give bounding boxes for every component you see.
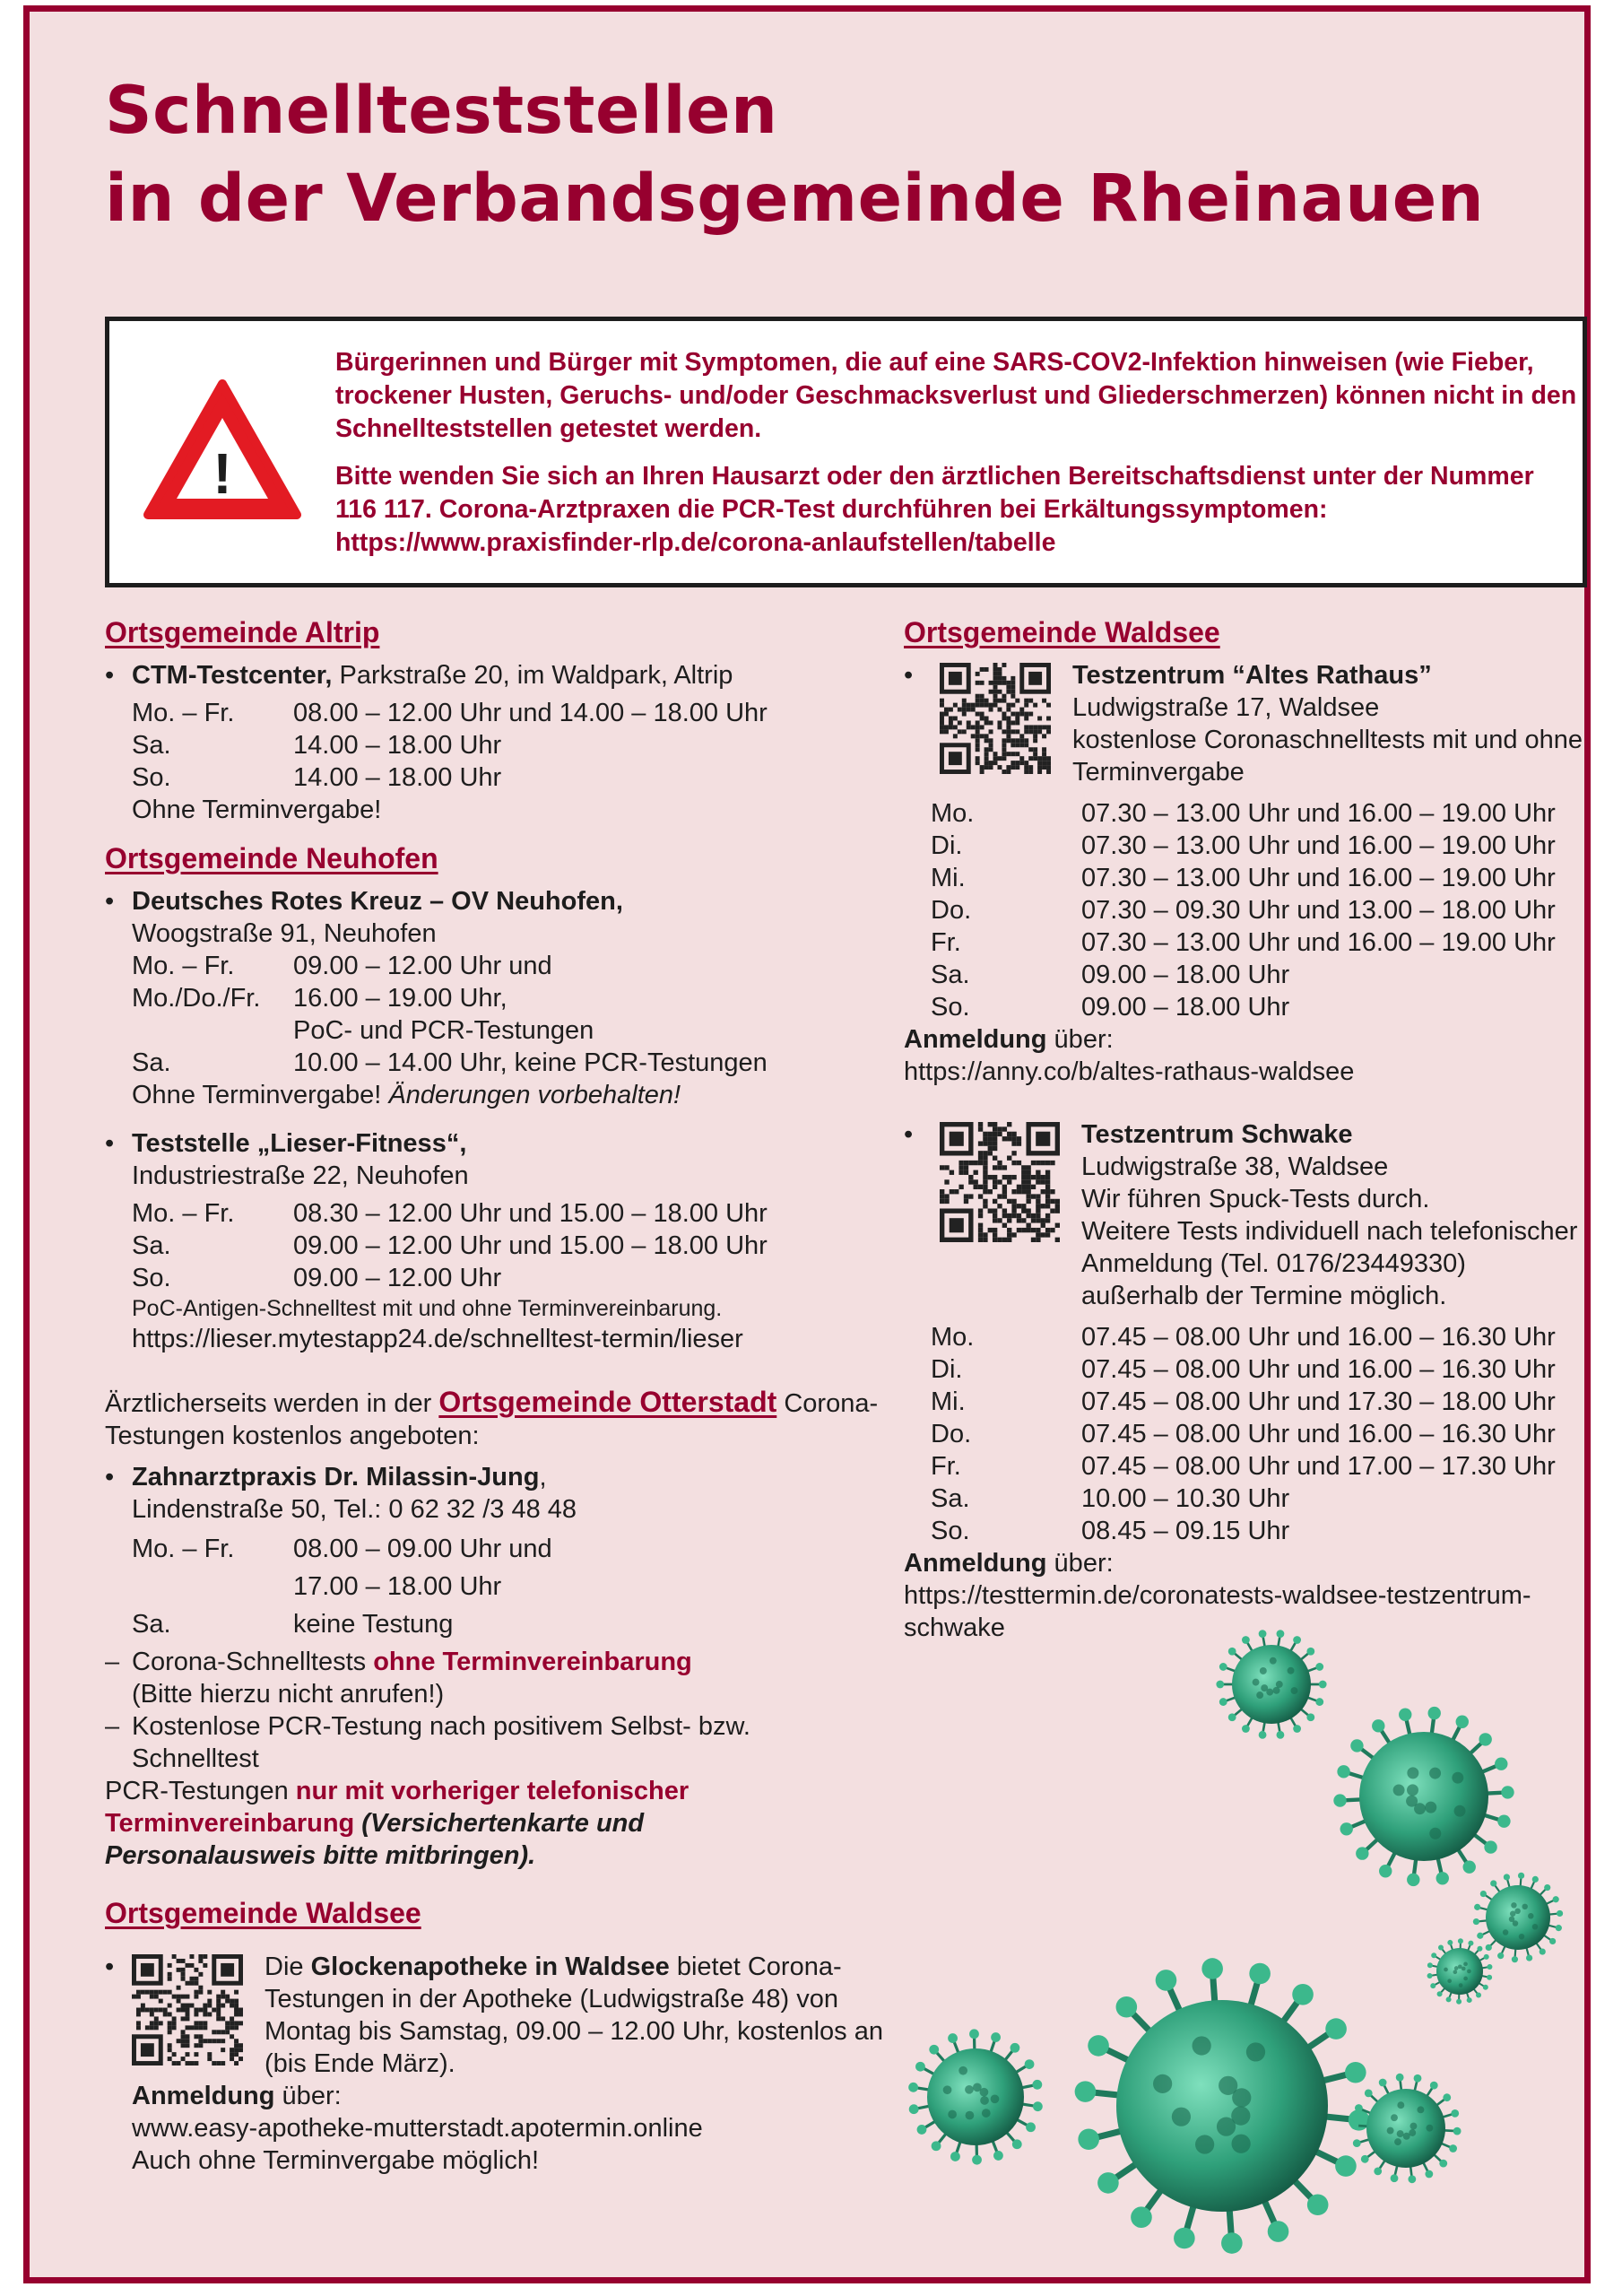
hours-time: 17.00 – 18.00 Uhr: [293, 1572, 502, 1601]
apotheke-note: Auch ohne Terminvergabe möglich!: [132, 2146, 540, 2175]
schwake-desc1: Wir führen Spuck-Tests durch.: [1081, 1185, 1430, 1213]
drk-hours: [132, 950, 894, 1079]
dash: –: [105, 1712, 120, 1741]
bullet: •: [105, 1129, 115, 1158]
lieser-hours: [132, 1197, 894, 1294]
bullet: •: [904, 1120, 914, 1149]
title-line-2: in der Verbandsgemeinde Rheinauen: [105, 161, 1485, 237]
hours-time: 08.00 – 09.00 Uhr und: [293, 1535, 552, 1563]
pcr-pre: PCR-Testungen: [105, 1777, 296, 1805]
hours-day: So.: [931, 1517, 970, 1545]
entry-altes-rathaus: [904, 659, 1585, 788]
hours-time: 07.45 – 08.00 Uhr und 17.00 – 17.30 Uhr: [1081, 1452, 1556, 1481]
entry-lieser-fitness: [105, 1127, 894, 1355]
hours-time: 07.30 – 13.00 Uhr und 16.00 – 19.00 Uhr: [1081, 864, 1556, 892]
pcr-italic: (Versichertenkarte und Personalausweis bitte mitbringen).: [105, 1809, 645, 1870]
title-line-1: Schnellteststellen: [105, 73, 778, 149]
dash: –: [105, 1648, 120, 1676]
hours-day: Mo. – Fr.: [132, 952, 235, 980]
otterstadt-d1-post: (Bitte hierzu nicht anrufen!): [132, 1680, 445, 1709]
bullet: •: [105, 661, 115, 690]
drk-note-italic: Änderungen vorbehalten!: [381, 1081, 681, 1109]
warning-triangle-icon: [141, 375, 304, 526]
drk-name: Deutsches Rotes Kreuz – OV Neuhofen,: [132, 887, 623, 916]
hours-time: 08.00 – 12.00 Uhr und 14.00 – 18.00 Uhr: [293, 699, 768, 727]
drk-address: Woogstraße 91, Neuhofen: [132, 919, 437, 948]
apotheke-url[interactable]: www.easy-apotheke-mutterstadt.apotermin.online: [132, 2114, 703, 2143]
warning-text: [335, 346, 1577, 574]
page-title: [105, 67, 1484, 243]
virus-icon: [1350, 2074, 1461, 2183]
hours-day: So.: [931, 993, 970, 1022]
hours-day: Fr.: [931, 928, 961, 957]
hours-time: 09.00 – 12.00 Uhr und: [293, 952, 552, 980]
hours-day: Sa.: [931, 961, 970, 989]
bullet: •: [904, 661, 914, 690]
hours-day: [132, 1014, 293, 1047]
virus-icon: [1427, 1938, 1493, 2005]
hours-time: 07.30 – 13.00 Uhr und 16.00 – 19.00 Uhr: [1081, 928, 1556, 957]
apotheke-anmeldung-label: Anmeldung: [132, 2082, 275, 2110]
apotheke-text-post: bietet Corona-Testungen in der Apotheke (Ludwigstraße 48) von Montag bis Samstag, 09.00 – 12.00 Uhr, kostenlos an (bis Ende März).: [265, 1952, 883, 2078]
apotheke-ueber: über:: [274, 2082, 342, 2110]
warning-exclamation: !: [213, 441, 232, 506]
schwake-url[interactable]: https://testtermin.de/coronatests-waldsee-testzentrum-schwake: [904, 1581, 1531, 1642]
zahnarzt-hours: [132, 1533, 894, 1640]
hours-day: Do.: [931, 896, 972, 925]
ctm-name: CTM-Testcenter,: [132, 661, 333, 690]
hours-time: 10.00 – 14.00 Uhr, keine PCR-Testungen: [293, 1048, 768, 1077]
schwake-ueber: über:: [1046, 1549, 1114, 1578]
heading-otterstadt: Ortsgemeinde Otterstadt: [438, 1386, 777, 1418]
heading-waldsee-right: Ortsgemeinde Waldsee: [904, 616, 1220, 648]
virus-icon: [1075, 1958, 1370, 2254]
otterstadt-dash-2: [105, 1710, 894, 1775]
hours-day: Di.: [931, 831, 963, 860]
entry-zahnarzt: [105, 1461, 894, 1640]
hours-day: Sa.: [132, 1048, 171, 1077]
hours-time: 07.45 – 08.00 Uhr und 16.00 – 16.30 Uhr: [1081, 1323, 1556, 1352]
lieser-note: PoC-Antigen-Schnelltest mit und ohne Terminvereinbarung.: [132, 1296, 723, 1321]
ctm-hours: [132, 697, 894, 794]
virus-icon: [1333, 1707, 1514, 1886]
rathaus-name: Testzentrum “Altes Rathaus”: [1072, 661, 1432, 690]
hours-day: [132, 1570, 293, 1603]
entry-ctm-testcenter: [105, 659, 894, 826]
hours-day: Mi.: [931, 1387, 966, 1416]
hours-day: Mo. – Fr.: [132, 1535, 235, 1563]
qr-code-icon[interactable]: [940, 1122, 1060, 1242]
schwake-desc2: Weitere Tests individuell nach telefonischer Anmeldung (Tel. 0176/23449330) außerhalb der Termine möglich.: [1081, 1217, 1578, 1310]
apotheke-name: Glockenapotheke in Waldsee: [310, 1952, 670, 1981]
qr-code-icon[interactable]: [940, 663, 1051, 774]
entry-drk-neuhofen: [105, 885, 894, 1111]
hours-day: Mo. – Fr.: [132, 1199, 235, 1228]
virus-icon: [1216, 1630, 1326, 1738]
rathaus-anmeldung-label: Anmeldung: [904, 1025, 1047, 1054]
apotheke-text-pre: Die: [265, 1952, 311, 1981]
hours-time: 09.00 – 18.00 Uhr: [1081, 961, 1290, 989]
rathaus-ueber: über:: [1046, 1025, 1114, 1054]
hours-time: 07.45 – 08.00 Uhr und 17.30 – 18.00 Uhr: [1081, 1387, 1556, 1416]
bullet: •: [105, 887, 115, 916]
rathaus-address: Ludwigstraße 17, Waldsee: [1072, 693, 1380, 722]
hours-day: Mo.: [931, 799, 975, 828]
pcr-red: nur mit vorheriger telefonischer Terminvereinbarung: [105, 1777, 690, 1838]
otterstadt-intro: [105, 1386, 894, 1452]
zahnarzt-address: Lindenstraße 50, Tel.: 0 62 32 /3 48 48: [132, 1495, 577, 1524]
hours-day: Do.: [931, 1420, 972, 1448]
hours-time: 09.00 – 12.00 Uhr: [293, 1264, 502, 1292]
warning-box: [105, 317, 1587, 587]
hours-day: Mo./Do./Fr.: [132, 984, 261, 1013]
bullet: •: [105, 1463, 115, 1492]
rathaus-hours: [931, 797, 1585, 1023]
hours-time: 07.30 – 13.00 Uhr und 16.00 – 19.00 Uhr: [1081, 799, 1556, 828]
ctm-address: Parkstraße 20, im Waldpark, Altrip: [332, 661, 733, 690]
heading-waldsee-left: Ortsgemeinde Waldsee: [105, 1897, 421, 1929]
bullet: •: [105, 1952, 115, 1981]
heading-neuhofen: Ortsgemeinde Neuhofen: [105, 842, 438, 874]
hours-time: 08.45 – 09.15 Uhr: [1081, 1517, 1290, 1545]
hours-time: 07.45 – 08.00 Uhr und 16.00 – 16.30 Uhr: [1081, 1420, 1556, 1448]
rathaus-desc: kostenlose Coronaschnelltests mit und ohne Terminvergabe: [1072, 726, 1583, 787]
hours-day: Sa.: [132, 731, 171, 760]
hours-day: Di.: [931, 1355, 963, 1384]
poster-frame: [23, 5, 1591, 2283]
virus-icon: [1473, 1873, 1563, 1963]
hours-time: 07.45 – 08.00 Uhr und 16.00 – 16.30 Uhr: [1081, 1355, 1556, 1384]
hours-time: 16.00 – 19.00 Uhr,: [293, 984, 507, 1013]
warning-paragraph-symptoms: Bürgerinnen und Bürger mit Symptomen, die auf eine SARS-COV2-Infektion hinweisen (wie Fieber, trockener Husten, Geruchs- und/oder Geschmacksverlust und Gliederschmerzen) können nicht in den Schnellteststellen getestet werden.: [335, 348, 1577, 443]
qr-code-icon[interactable]: [132, 1954, 243, 2066]
lieser-name: Teststelle „Lieser-Fitness“,: [132, 1129, 467, 1158]
hours-day: Mi.: [931, 864, 966, 892]
zahnarzt-comma: ,: [539, 1463, 547, 1492]
hours-time: 09.00 – 12.00 Uhr und 15.00 – 18.00 Uhr: [293, 1231, 768, 1260]
otterstadt-dash-1: [105, 1646, 894, 1710]
otterstadt-d1-red: ohne Terminvereinbarung: [373, 1648, 692, 1676]
hours-time: 07.30 – 09.30 Uhr und 13.00 – 18.00 Uhr: [1081, 896, 1556, 925]
hours-time: 10.00 – 10.30 Uhr: [1081, 1484, 1290, 1513]
hours-time: PoC- und PCR-Testungen: [293, 1016, 594, 1045]
schwake-name: Testzentrum Schwake: [1081, 1120, 1353, 1149]
heading-altrip: Ortsgemeinde Altrip: [105, 616, 380, 648]
otterstadt-d1-pre: Corona-Schnelltests: [132, 1648, 374, 1676]
virus-icon: [908, 2029, 1043, 2164]
hours-time: keine Testung: [293, 1610, 454, 1639]
drk-note: Ohne Terminvergabe!: [132, 1081, 382, 1109]
otterstadt-d2-line1: Kostenlose PCR-Testung nach positivem Selbst- bzw.: [132, 1712, 750, 1741]
hours-day: So.: [132, 1264, 171, 1292]
schwake-anmeldung-label: Anmeldung: [904, 1549, 1047, 1578]
schwake-address: Ludwigstraße 38, Waldsee: [1081, 1152, 1389, 1181]
hours-day: Mo.: [931, 1323, 975, 1352]
hours-time: 09.00 – 18.00 Uhr: [1081, 993, 1290, 1022]
otterstadt-intro-post: Corona-Testungen kostenlos angeboten:: [105, 1389, 879, 1450]
hours-day: Mo. – Fr.: [132, 699, 235, 727]
rathaus-url[interactable]: https://anny.co/b/altes-rathaus-waldsee: [904, 1057, 1355, 1086]
hours-day: So.: [132, 763, 171, 792]
right-column: [904, 616, 1585, 1644]
otterstadt-d2-line2: Schnelltest: [132, 1744, 259, 1773]
lieser-url[interactable]: https://lieser.mytestapp24.de/schnelltest-termin/lieser: [132, 1325, 743, 1353]
warning-paragraph-contact: Bitte wenden Sie sich an Ihren Hausarzt oder den ärztlichen Bereitschaftsdienst unter der Nummer 116 117. Corona-Arztpraxen die PCR-Test durchführen bei Erkältungssymptomen: https://www.praxisfinder-rlp.de/corona-anlaufstellen/tabelle: [335, 462, 1534, 557]
otterstadt-intro-pre: Ärztlicherseits werden in der: [105, 1389, 439, 1418]
hours-day: Sa.: [132, 1231, 171, 1260]
hours-time: 14.00 – 18.00 Uhr: [293, 763, 502, 792]
hours-time: 14.00 – 18.00 Uhr: [293, 731, 502, 760]
zahnarzt-name: Zahnarztpraxis Dr. Milassin-Jung: [132, 1463, 540, 1492]
schwake-hours: [931, 1321, 1585, 1547]
hours-day: Fr.: [931, 1452, 961, 1481]
apotheke-anmeldung: [132, 2080, 894, 2177]
hours-day: Sa.: [931, 1484, 970, 1513]
otterstadt-pcr-note: [105, 1775, 786, 1872]
entry-glockenapotheke: [105, 1951, 894, 2080]
lieser-address: Industriestraße 22, Neuhofen: [132, 1161, 469, 1190]
ctm-note: Ohne Terminvergabe!: [132, 796, 382, 824]
hours-day: Sa.: [132, 1610, 171, 1639]
hours-time: 07.30 – 13.00 Uhr und 16.00 – 19.00 Uhr: [1081, 831, 1556, 860]
entry-schwake: [904, 1118, 1585, 1312]
hours-time: 08.30 – 12.00 Uhr und 15.00 – 18.00 Uhr: [293, 1199, 768, 1228]
left-column: [105, 616, 894, 2177]
